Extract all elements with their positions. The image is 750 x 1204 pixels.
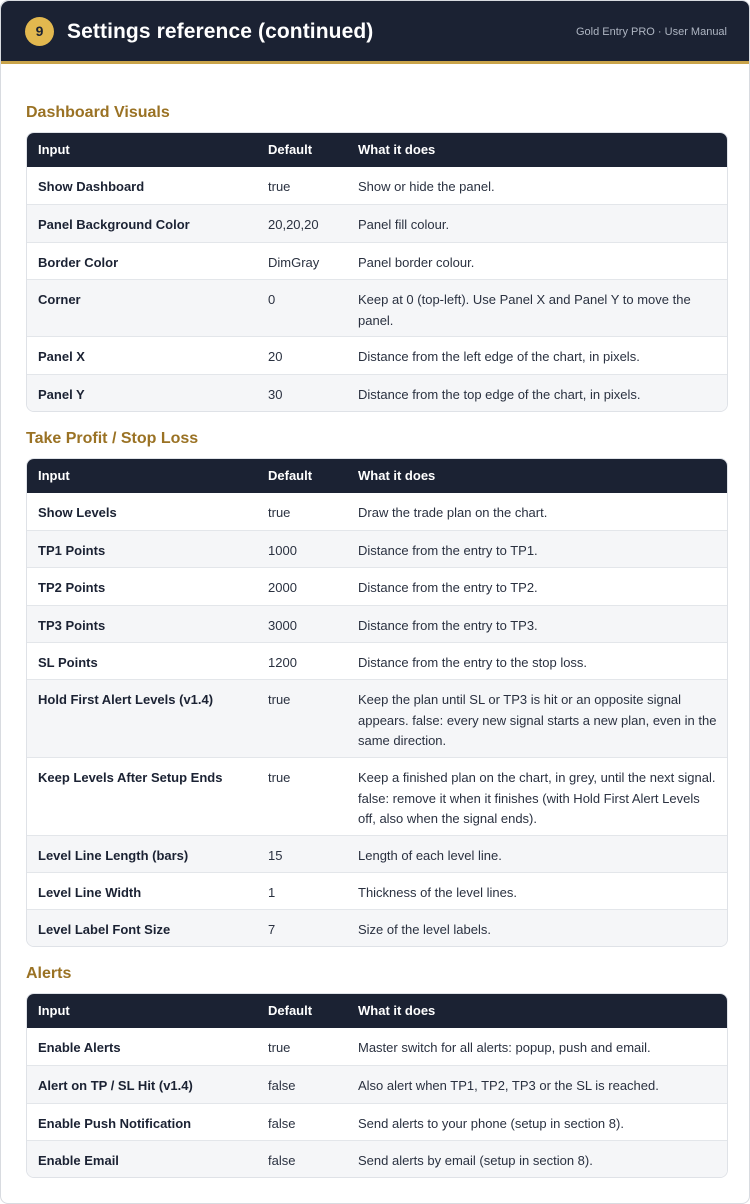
table-row	[27, 679, 727, 757]
section-number-badge: 9	[25, 17, 54, 46]
setting-description: Panel fill colour.	[358, 217, 450, 232]
setting-description: Length of each level line.	[358, 848, 502, 863]
column-header-what-it-does: What it does	[358, 1003, 436, 1018]
setting-default: DimGray	[268, 255, 320, 270]
table-row	[27, 374, 727, 411]
table-header	[27, 459, 727, 493]
manual-subtitle: Gold Entry PRO · User Manual	[576, 26, 727, 38]
table-row	[27, 242, 727, 279]
setting-description: Thickness of the level lines.	[358, 885, 517, 900]
table-row	[27, 1065, 727, 1103]
table-dashboard-visuals	[26, 132, 728, 412]
setting-default: false	[268, 1116, 296, 1131]
setting-name: Keep Levels After Setup Ends	[38, 770, 223, 785]
table-row	[27, 872, 727, 909]
column-header-input: Input	[38, 142, 70, 157]
setting-default: 3000	[268, 618, 297, 633]
setting-default: 2000	[268, 580, 297, 595]
setting-default: false	[268, 1078, 296, 1093]
setting-description: Draw the trade plan on the chart.	[358, 505, 548, 520]
setting-description: Distance from the entry to TP2.	[358, 580, 538, 595]
setting-name: TP3 Points	[38, 618, 106, 633]
table-row	[27, 167, 727, 204]
setting-name: Show Dashboard	[38, 179, 145, 194]
section-title-dashboard-visuals: Dashboard Visuals	[26, 104, 170, 121]
setting-default: true	[268, 770, 291, 785]
table-header	[27, 994, 727, 1028]
setting-description: Distance from the entry to TP3.	[358, 618, 538, 633]
page-title: Settings reference (continued)	[67, 20, 374, 43]
table-take-profit-stop-loss	[26, 458, 728, 947]
setting-default: 0	[268, 292, 276, 307]
column-header-input: Input	[38, 1003, 70, 1018]
setting-name: Panel Background Color	[38, 217, 190, 232]
setting-name: Corner	[38, 292, 81, 307]
setting-description: Distance from the entry to TP1.	[358, 543, 538, 558]
table-row	[27, 1028, 727, 1065]
setting-default: 1	[268, 885, 276, 900]
setting-name: TP2 Points	[38, 580, 106, 595]
setting-description: Also alert when TP1, TP2, TP3 or the SL is reached.	[358, 1078, 659, 1093]
setting-description: Send alerts to your phone (setup in section 8).	[358, 1116, 624, 1131]
table-alerts	[26, 993, 728, 1178]
table-row	[27, 605, 727, 642]
setting-default: true	[268, 505, 291, 520]
setting-description: Send alerts by email (setup in section 8).	[358, 1153, 593, 1168]
table-row	[27, 1103, 727, 1140]
setting-default: 1200	[268, 655, 297, 670]
setting-name: Alert on TP / SL Hit (v1.4)	[38, 1078, 193, 1093]
setting-description: Size of the level labels.	[358, 922, 491, 937]
setting-name: Level Line Width	[38, 885, 142, 900]
column-header-input: Input	[38, 468, 70, 483]
setting-default: true	[268, 692, 291, 707]
column-header-default: Default	[268, 468, 313, 483]
setting-default: 20	[268, 349, 283, 364]
setting-name: Enable Push Notification	[38, 1116, 192, 1131]
setting-name: Level Label Font Size	[38, 922, 171, 937]
setting-default: 20,20,20	[268, 217, 319, 232]
setting-name: Level Line Length (bars)	[38, 848, 189, 863]
setting-default: 1000	[268, 543, 297, 558]
page-header	[1, 1, 750, 64]
table-row	[27, 530, 727, 567]
setting-description: Keep at 0 (top-left). Use Panel X and Panel Y to move the panel.	[358, 292, 691, 328]
table-row	[27, 1140, 727, 1177]
setting-description: Show or hide the panel.	[358, 179, 495, 194]
table-row	[27, 642, 727, 679]
setting-default: 15	[268, 848, 283, 863]
setting-default: true	[268, 179, 291, 194]
setting-name: TP1 Points	[38, 543, 106, 558]
section-title-take-profit-stop-loss: Take Profit / Stop Loss	[26, 430, 199, 447]
column-header-default: Default	[268, 142, 313, 157]
column-header-what-it-does: What it does	[358, 142, 436, 157]
table-row	[27, 336, 727, 374]
table-row	[27, 835, 727, 872]
table-row	[27, 279, 727, 336]
setting-default: true	[268, 1040, 291, 1055]
setting-name: Border Color	[38, 255, 119, 270]
setting-description: Master switch for all alerts: popup, push and email.	[358, 1040, 651, 1055]
setting-name: Enable Alerts	[38, 1040, 121, 1055]
table-row	[27, 204, 727, 242]
setting-default: 7	[268, 922, 276, 937]
setting-description: Distance from the left edge of the chart, in pixels.	[358, 349, 640, 364]
setting-name: Panel X	[38, 349, 85, 364]
setting-description: Distance from the entry to the stop loss.	[358, 655, 588, 670]
column-header-what-it-does: What it does	[358, 468, 436, 483]
table-row	[27, 493, 727, 530]
setting-description: Panel border colour.	[358, 255, 475, 270]
setting-name: Show Levels	[38, 505, 117, 520]
table-row	[27, 757, 727, 835]
column-header-default: Default	[268, 1003, 313, 1018]
table-row	[27, 567, 727, 605]
setting-description: Keep the plan until SL or TP3 is hit or an opposite signal appears. false: every new signal starts a new plan, even in the same direction.	[358, 692, 717, 748]
setting-description: Distance from the top edge of the chart, in pixels.	[358, 387, 641, 402]
setting-name: Hold First Alert Levels (v1.4)	[38, 692, 214, 707]
setting-default: false	[268, 1153, 296, 1168]
setting-default: 30	[268, 387, 283, 402]
setting-name: Enable Email	[38, 1153, 119, 1168]
setting-description: Keep a finished plan on the chart, in grey, until the next signal. false: remove it when it finishes (with Hold First Alert Levels off, also when the signal ends).	[358, 770, 716, 826]
table-header	[27, 133, 727, 167]
setting-name: Panel Y	[38, 387, 85, 402]
table-row	[27, 909, 727, 946]
setting-name: SL Points	[38, 655, 98, 670]
section-title-alerts: Alerts	[26, 965, 72, 982]
